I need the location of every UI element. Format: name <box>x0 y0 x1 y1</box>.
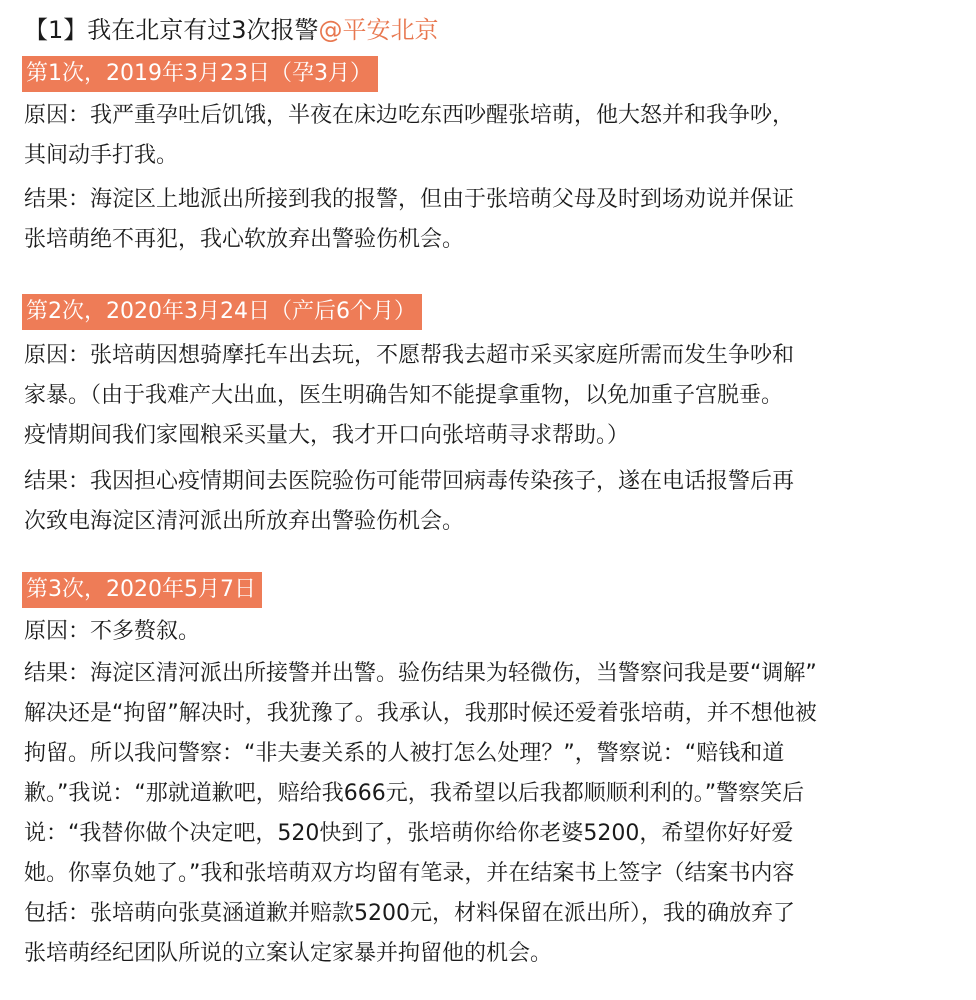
text-line: 原因：张培萌因想骑摩托车出去玩，不愿帮我去超市采买家庭所需而发生争吵和 <box>24 343 795 368</box>
post-title <box>24 14 439 46</box>
section-1-reason <box>24 96 954 176</box>
text-line: 包括：张培萌向张莫涵道歉并赔款5200元，材料保留在派出所），我的确放弃了 <box>24 901 795 926</box>
section-3-result <box>24 654 954 974</box>
text-line: 说：“我替你做个决定吧，520快到了，张培萌你给你老婆5200，希望你好好爱 <box>24 821 794 846</box>
text-line: 拘留。所以我问警察：“非夫妻关系的人被打怎么处理？”，警察说：“赔钱和道 <box>24 741 785 766</box>
text-line: 结果：我因担心疫情期间去医院验伤可能带回病毒传染孩子，遂在电话报警后再 <box>24 469 795 494</box>
section-heading-1: 第1次，2019年3月23日（孕3月） <box>22 56 378 92</box>
section-3-reason <box>24 612 954 652</box>
text-line: 原因：我严重孕吐后饥饿，半夜在床边吃东西吵醒张培萌，他大怒并和我争吵， <box>24 103 795 128</box>
text-line: 原因：不多赘叙。 <box>24 619 201 644</box>
section-1-result <box>24 180 954 260</box>
section-2-reason <box>24 336 954 456</box>
section-heading-2: 第2次，2020年3月24日（产后6个月） <box>22 294 422 330</box>
text-line: 结果：海淀区清河派出所接警并出警。验伤结果为轻微伤，当警察问我是要“调解” <box>24 661 817 686</box>
text-line: 疫情期间我们家囤粮采买量大，我才开口向张培萌寻求帮助。） <box>24 423 630 448</box>
text-line: 结果：海淀区上地派出所接到我的报警，但由于张培萌父母及时到场劝说并保证 <box>24 187 795 212</box>
section-2-result <box>24 462 954 542</box>
text-line: 解决还是“拘留”解决时，我犹豫了。我承认，我那时候还爱着张培萌，并不想他被 <box>24 701 817 726</box>
mention-link[interactable]: @平安北京 <box>318 16 439 44</box>
text-line: 次致电海淀区清河派出所放弃出警验伤机会。 <box>24 509 465 534</box>
text-line: 家暴。（由于我难产大出血，医生明确告知不能提拿重物，以免加重子宫脱垂。 <box>24 383 784 408</box>
text-line: 她。你辜负她了。”我和张培萌双方均留有笔录，并在结案书上签字（结案书内容 <box>24 861 795 886</box>
title-text: 【1】我在北京有过3次报警 <box>24 16 319 44</box>
section-heading-3: 第3次，2020年5月7日 <box>22 572 262 608</box>
text-line: 张培萌绝不再犯，我心软放弃出警验伤机会。 <box>24 227 465 252</box>
text-line: 歉。”我说：“那就道歉吧，赔给我666元，我希望以后我都顺顺利利的。”警察笑后 <box>24 781 805 806</box>
text-line: 张培萌经纪团队所说的立案认定家暴并拘留他的机会。 <box>24 941 553 966</box>
text-line: 其间动手打我。 <box>24 143 179 168</box>
